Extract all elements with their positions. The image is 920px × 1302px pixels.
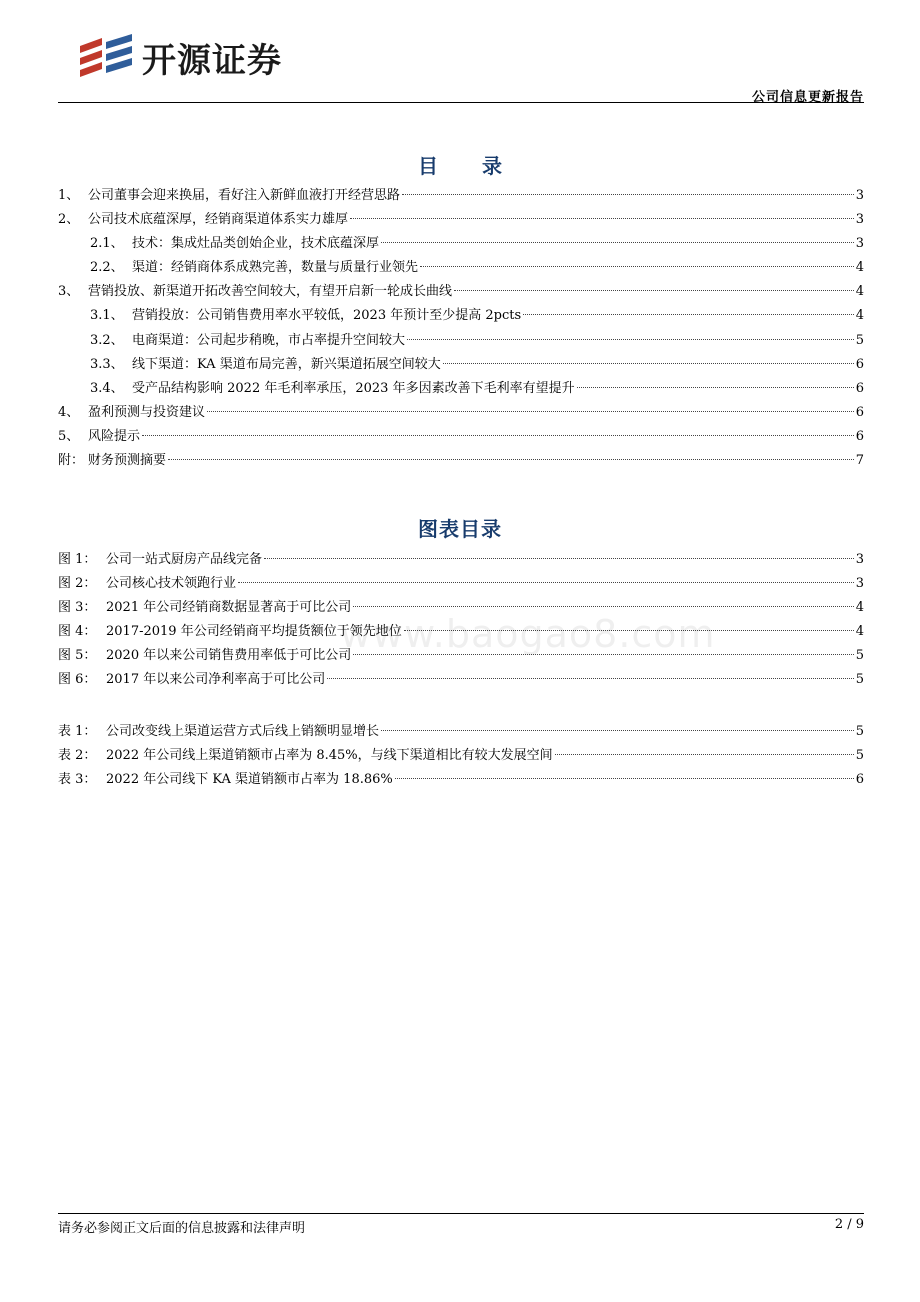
header-divider xyxy=(58,102,864,103)
entry-page: 3 xyxy=(855,212,864,228)
entry-number: 附： xyxy=(58,453,85,469)
entry-page: 5 xyxy=(855,748,864,764)
entry-label: 渠道：经销商体系成熟完善，数量与质量行业领先 xyxy=(132,260,419,276)
entry-page: 3 xyxy=(855,576,864,592)
dot-leader xyxy=(207,411,854,412)
entry-label: 公司改变线上渠道运营方式后线上销额明显增长 xyxy=(106,724,380,739)
toc-list xyxy=(58,184,864,473)
table-entry[interactable] xyxy=(58,768,864,792)
entry-label: 2020 年以来公司销售费用率低于可比公司 xyxy=(106,648,352,664)
logo-mark-icon xyxy=(76,32,136,82)
entry-page: 4 xyxy=(855,284,864,300)
company-logo xyxy=(76,32,282,82)
entry-label: 技术：集成灶品类创始企业，技术底蕴深厚 xyxy=(132,236,380,252)
entry-number: 3、 xyxy=(58,284,80,300)
toc-entry[interactable] xyxy=(58,256,864,280)
entry-number: 图 3： xyxy=(58,600,97,616)
entry-page: 4 xyxy=(855,308,864,324)
dot-leader xyxy=(381,730,854,731)
entry-label: 公司技术底蕴深厚，经销商渠道体系实力雄厚 xyxy=(88,212,349,228)
entry-number: 3.2、 xyxy=(90,332,124,348)
footer-divider xyxy=(58,1213,864,1214)
entry-label: 风险提示 xyxy=(88,428,141,444)
entry-number: 表 1： xyxy=(58,724,97,739)
figure-entry[interactable] xyxy=(58,572,864,596)
entry-label: 2021 年公司经销商数据显著高于可比公司 xyxy=(106,600,352,616)
entry-label: 电商渠道：公司起步稍晚，市占率提升空间较大 xyxy=(132,332,406,348)
toc-entry[interactable] xyxy=(58,184,864,208)
entry-label: 盈利预测与投资建议 xyxy=(88,404,206,420)
entry-number: 5、 xyxy=(58,428,80,444)
table-entry[interactable] xyxy=(58,720,864,744)
toc-entry[interactable] xyxy=(58,208,864,232)
toc-entry[interactable] xyxy=(58,329,864,353)
entry-label: 公司核心技术领跑行业 xyxy=(106,576,237,592)
entry-page: 5 xyxy=(855,672,864,688)
footer-disclaimer: 请务必参阅正文后面的信息披露和法律声明 xyxy=(58,1221,306,1236)
toc-entry[interactable] xyxy=(58,449,864,473)
entry-label: 公司董事会迎来换届，看好注入新鲜血液打开经营思路 xyxy=(88,188,401,203)
entry-page: 3 xyxy=(855,552,864,567)
dot-leader xyxy=(420,266,854,267)
entry-page: 4 xyxy=(855,600,864,616)
figure-entry[interactable] xyxy=(58,548,864,572)
entry-label: 2022 年公司线上渠道销额市占率为 8.45%，与线下渠道相比有较大发展空间 xyxy=(106,748,553,764)
entry-label: 2017 年以来公司净利率高于可比公司 xyxy=(106,672,326,688)
dot-leader xyxy=(443,363,854,364)
entry-label: 2022 年公司线下 KA 渠道销额市占率为 18.86% xyxy=(106,772,393,788)
entry-page: 6 xyxy=(855,428,864,444)
toc-entry[interactable] xyxy=(58,280,864,304)
toc-entry[interactable] xyxy=(58,353,864,377)
report-type-label: 公司信息更新报告 xyxy=(751,90,864,105)
toc-title: 目 录 xyxy=(418,154,514,178)
toc-entry[interactable] xyxy=(58,304,864,328)
entry-number: 表 3： xyxy=(58,772,97,788)
entry-number: 2、 xyxy=(58,212,80,228)
page-number: 2 / 9 xyxy=(834,1217,864,1232)
entry-number: 3.1、 xyxy=(90,308,124,324)
toc-entry[interactable] xyxy=(58,425,864,449)
toc-entry[interactable] xyxy=(58,377,864,401)
toc-entry[interactable] xyxy=(58,232,864,256)
dot-leader xyxy=(407,339,854,340)
table-entry[interactable] xyxy=(58,744,864,768)
entry-number: 图 4： xyxy=(58,624,97,640)
dot-leader xyxy=(577,387,854,388)
entry-label: 财务预测摘要 xyxy=(88,453,167,469)
dot-leader xyxy=(168,459,854,460)
entry-label: 2017-2019 年公司经销商平均提货额位于领先地位 xyxy=(106,624,402,640)
dot-leader xyxy=(395,778,854,779)
entry-number: 图 1： xyxy=(58,552,97,567)
entry-page: 5 xyxy=(855,332,864,348)
entry-number: 3.3、 xyxy=(90,356,124,372)
entry-page: 4 xyxy=(855,260,864,276)
entry-page: 6 xyxy=(855,772,864,788)
dot-leader xyxy=(353,606,854,607)
dot-leader xyxy=(402,194,854,195)
entry-label: 公司一站式厨房产品线完备 xyxy=(106,552,263,567)
dot-leader xyxy=(264,558,854,559)
watermark: www.baogao8.com xyxy=(340,612,716,656)
entry-number: 1、 xyxy=(58,188,80,203)
entry-label: 营销投放：公司销售费用率水平较低，2023 年预计至少提高 2pcts xyxy=(132,308,522,324)
entry-number: 表 2： xyxy=(58,748,97,764)
entry-page: 4 xyxy=(855,624,864,640)
entry-label: 营销投放、新渠道开拓改善空间较大，有望开启新一轮成长曲线 xyxy=(88,284,453,300)
entry-number: 2.1、 xyxy=(90,236,124,252)
entry-page: 5 xyxy=(855,724,864,739)
dot-leader xyxy=(142,435,854,436)
entry-page: 6 xyxy=(855,404,864,420)
dot-leader xyxy=(350,218,854,219)
dot-leader xyxy=(555,754,854,755)
entry-number: 图 6： xyxy=(58,672,97,688)
dot-leader xyxy=(454,290,854,291)
toc-entry[interactable] xyxy=(58,401,864,425)
entry-number: 图 5： xyxy=(58,648,97,664)
figures-title: 图表目录 xyxy=(418,517,502,541)
dot-leader xyxy=(381,242,854,243)
entry-page: 3 xyxy=(855,188,864,203)
entry-label: 受产品结构影响 2022 年毛利率承压，2023 年多因素改善下毛利率有望提升 xyxy=(132,380,575,396)
entry-page: 7 xyxy=(855,453,864,469)
entry-label: 线下渠道：KA 渠道布局完善，新兴渠道拓展空间较大 xyxy=(132,356,441,372)
dot-leader xyxy=(523,314,854,315)
logo-text: 开源证券 xyxy=(142,40,282,81)
entry-page: 3 xyxy=(855,236,864,252)
table-list xyxy=(58,720,864,792)
figure-entry[interactable] xyxy=(58,668,864,692)
entry-page: 6 xyxy=(855,380,864,396)
entry-number: 2.2、 xyxy=(90,260,124,276)
page-header xyxy=(58,28,864,103)
entry-number: 图 2： xyxy=(58,576,97,592)
entry-number: 4、 xyxy=(58,404,80,420)
dot-leader xyxy=(327,678,854,679)
dot-leader xyxy=(238,582,854,583)
entry-page: 6 xyxy=(855,356,864,372)
entry-page: 5 xyxy=(855,648,864,664)
entry-number: 3.4、 xyxy=(90,380,124,396)
